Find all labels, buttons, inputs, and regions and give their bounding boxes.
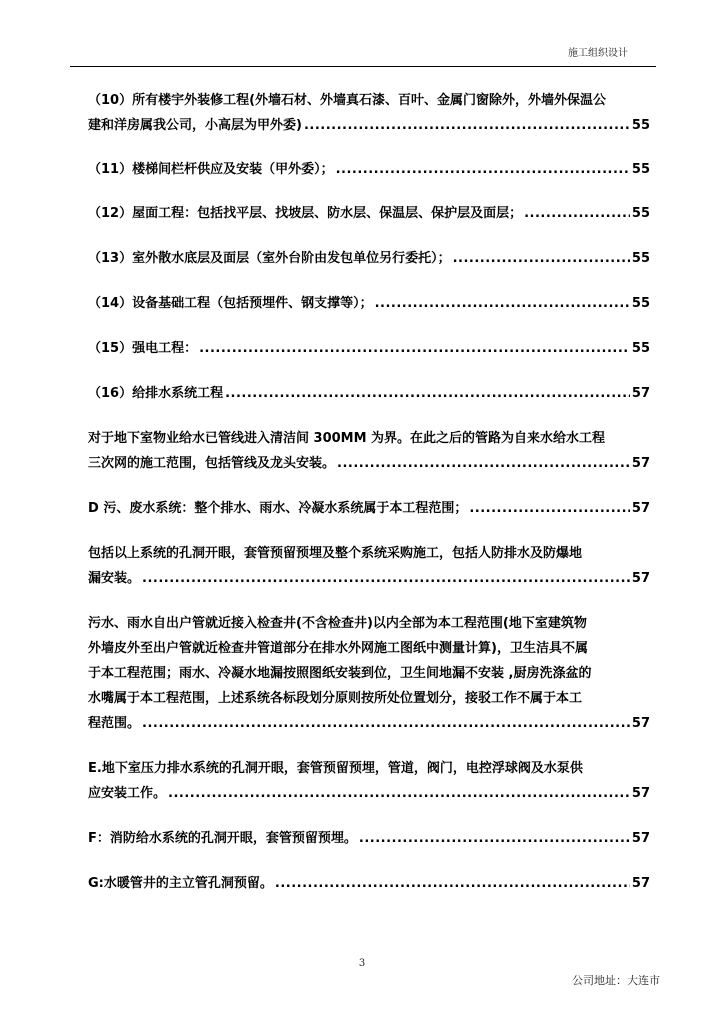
toc-entry-text: 程范围。: [88, 716, 141, 731]
toc-leader-dots: [469, 496, 630, 521]
toc-page-number: 55: [631, 341, 650, 356]
toc-entry-line: 于本工程范围；雨水、冷凝水地漏按照图纸安装到位，卫生间地漏不安装 ,厨房洗涤盆的: [88, 666, 592, 681]
toc-leader-dots: [142, 711, 630, 736]
toc-leader-dots: [225, 381, 630, 406]
toc-entry-line: 污水、雨水自出户管就近接入检查井(不含检查井)以内全部为本工程范围(地下室建筑物: [88, 616, 587, 631]
toc-entry-16[interactable]: [88, 381, 650, 406]
company-address: 公司地址：大连市: [572, 974, 660, 987]
toc-leader-dots: [359, 826, 630, 851]
toc-entry-text: （11）楼梯间栏杆供应及安装（甲外委）；: [88, 162, 334, 177]
toc-entry-f-fire-water[interactable]: [88, 826, 650, 851]
toc-entry-line: 对于地下室物业给水已管线进入清洁间 300MM 为界。在此之后的管路为自来水给水工程: [88, 431, 606, 446]
toc-entry-text: 漏安装。: [88, 571, 141, 586]
toc-entry-d-drainage[interactable]: [88, 496, 650, 521]
toc-entry-text: 建和洋房属我公司，小高层为甲外委): [88, 118, 302, 133]
toc-page-number: 57: [631, 456, 650, 471]
toc-page-number: 57: [631, 786, 650, 801]
toc-entry-e-pressure-drainage[interactable]: [88, 756, 650, 806]
page-number: 3: [358, 958, 366, 969]
toc-page-number: 55: [631, 251, 650, 266]
toc-leader-dots: [524, 201, 630, 226]
toc-entry-line: 包括以上系统的孔洞开眼，套管预留预埋及整个系统采购施工，包括人防排水及防爆地: [88, 546, 583, 561]
toc-page-number: 57: [631, 571, 650, 586]
toc-entry-openings[interactable]: [88, 541, 650, 591]
toc-entry-12[interactable]: [88, 201, 650, 226]
toc-entry-line: E.地下室压力排水系统的孔洞开眼，套管预留预埋，管道，阀门，电控浮球阀及水泵供: [88, 761, 583, 776]
toc-entry-text: F：消防给水系统的孔洞开眼，套管预留预埋。: [88, 831, 357, 846]
toc-entry-text: 三次网的施工范围，包括管线及龙头安装。: [88, 456, 336, 471]
toc-page-number: 57: [631, 386, 650, 401]
toc-page-number: 57: [631, 831, 650, 846]
toc-leader-dots: [168, 781, 630, 806]
toc-entry-text: （16）给排水系统工程: [88, 386, 224, 401]
toc-leader-dots: [142, 566, 630, 591]
toc-leader-dots: [375, 291, 630, 316]
toc-entry-13[interactable]: [88, 246, 650, 271]
toc-leader-dots: [336, 157, 630, 182]
toc-entry-g-pipe-shaft[interactable]: [88, 871, 650, 896]
toc-entry-sewage[interactable]: [88, 611, 650, 736]
toc-entry-text: （12）屋面工程：包括找平层、找坡层、防水层、保温层、保护层及面层；: [88, 206, 523, 221]
header-rule: [70, 66, 656, 67]
toc-leader-dots: [304, 113, 630, 138]
toc-entry-water-supply[interactable]: [88, 426, 650, 476]
toc-page-number: 55: [631, 206, 650, 221]
table-of-contents: [88, 88, 650, 896]
toc-entry-11[interactable]: [88, 157, 650, 182]
toc-entry-line: 外墙皮外至出户管就近检查井管道部分在排水外网施工图纸中测量计算)，卫生洁具不属: [88, 641, 588, 656]
toc-entry-text: （14）设备基础工程（包括预埋件、钢支撑等）；: [88, 296, 373, 311]
page-header-title: 施工组织设计: [568, 48, 628, 59]
toc-entry-text: 应安装工作。: [88, 786, 167, 801]
toc-entry-15[interactable]: [88, 336, 650, 361]
toc-entry-text: G:水暖管井的主立管孔洞预留。: [88, 876, 273, 891]
toc-entry-14[interactable]: [88, 291, 650, 316]
toc-leader-dots: [453, 246, 630, 271]
toc-leader-dots: [275, 871, 630, 896]
toc-page-number: 57: [631, 876, 650, 891]
toc-entry-text: （13）室外散水底层及面层（室外台阶由发包单位另行委托）；: [88, 251, 451, 266]
toc-leader-dots: [199, 336, 630, 361]
toc-entry-text: D 污、废水系统：整个排水、雨水、冷凝水系统属于本工程范围；: [88, 501, 468, 516]
toc-page-number: 57: [631, 501, 650, 516]
toc-entry-10[interactable]: [88, 88, 650, 138]
toc-page-number: 55: [631, 162, 650, 177]
toc-entry-text: （15）强电工程：: [88, 341, 198, 356]
toc-entry-line: （10）所有楼宇外装修工程(外墙石材、外墙真石漆、百叶、金属门窗除外，外墙外保温公: [88, 93, 607, 108]
toc-page-number: 55: [631, 296, 650, 311]
toc-entry-line: 水嘴属于本工程范围，上述系统各标段划分原则按所处位置划分，接驳工作不属于本工: [88, 691, 583, 706]
toc-page-number: 57: [631, 716, 650, 731]
toc-page-number: 55: [631, 118, 650, 133]
toc-leader-dots: [337, 451, 630, 476]
